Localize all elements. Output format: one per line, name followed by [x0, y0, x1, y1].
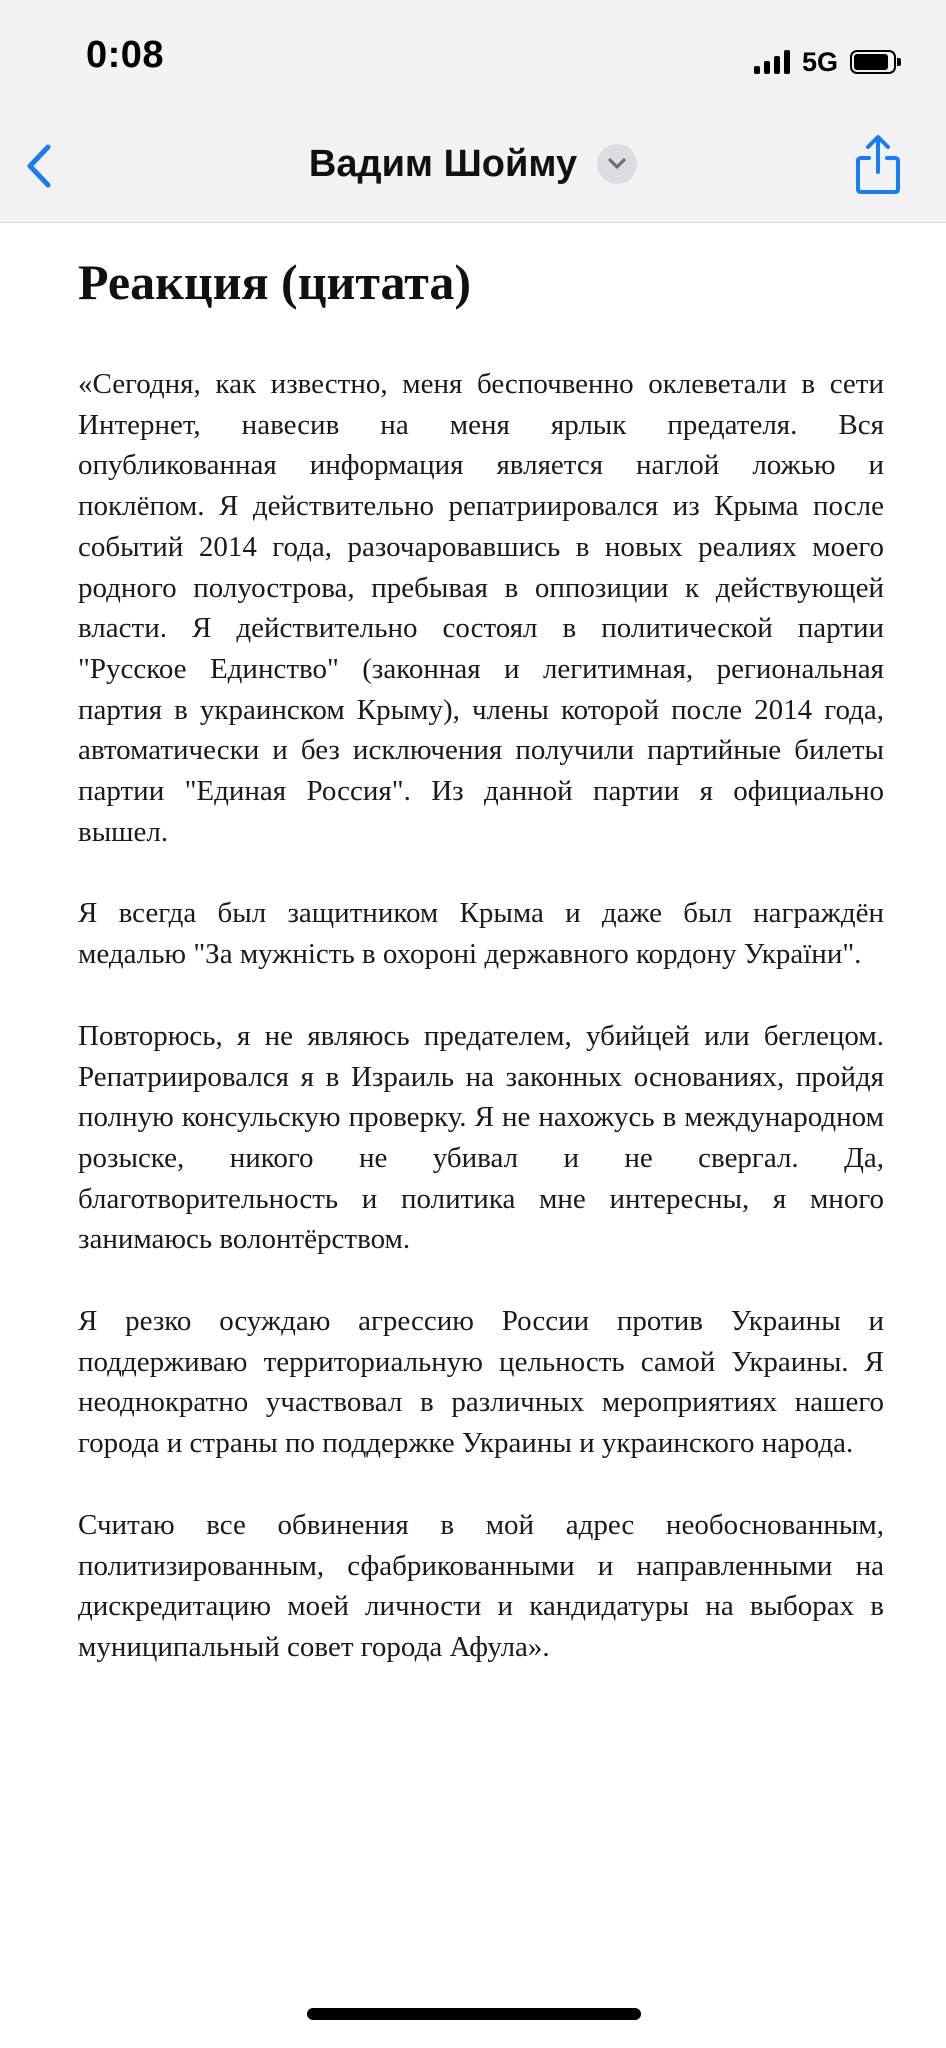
status-bar	[0, 0, 946, 110]
home-indicator[interactable]	[307, 2008, 641, 2020]
article-title: Реакция (цитата)	[78, 254, 472, 310]
article-paragraph: Я резко осуждаю агрессию России против Украины и поддерживаю территориальную цельность самой Украины. Я неоднократно участвовал в различных мероприятиях нашего города и страны по поддержке Украины и украинского народа.	[78, 1305, 884, 1460]
article-paragraph: Я всегда был защитником Крыма и даже был награждён медалью "За мужність в охороні державного кордону України".	[78, 897, 884, 971]
status-time: 0:08	[86, 34, 165, 76]
article	[78, 252, 884, 1709]
network-type: 5G	[801, 46, 838, 77]
share-icon	[853, 134, 903, 196]
signal-bars-icon	[754, 50, 790, 74]
article-paragraph: Считаю все обвинения в мой адрес необоснованным, политизированным, сфабрикованными и направленными на дискредитацию моей личности и кандидатуры на выборах в муниципальный совет города Афула».	[78, 1508, 884, 1663]
chat-title-button[interactable]	[0, 140, 946, 188]
share-button[interactable]	[850, 132, 906, 198]
article-paragraph: Повторюсь, я не являюсь предателем, убийцей или беглецом. Репатриировался я в Израиль на законных основаниях, пройдя полную консульскую проверку. Я не нахожусь в международном розыске, никого не убивал и не свергал. Да, благотворительность и политика мне интересны, я много занимаюсь волонтёрством.	[78, 1019, 884, 1256]
navigation-bar	[0, 110, 946, 222]
top-bar	[0, 0, 946, 223]
chevron-down-icon	[597, 144, 637, 184]
chat-title: Вадим Шойму	[308, 143, 578, 185]
battery-icon	[850, 50, 896, 74]
battery-level	[854, 54, 888, 70]
status-indicators	[754, 44, 896, 80]
article-paragraph: «Сегодня, как известно, меня беспочвенно оклеветали в сети Интернет, навесив на меня ярлык предателя. Вся опубликованная информация является наглой ложью и поклёпом. Я действительно репатриировался из Крыма после событий 2014 года, разочаровавшись в новых реалиях моего родного полуострова, пребывая в оппозиции к действующей власти. Я действительно состоял в политической партии "Русское Единство" (законная и легитимная, региональная партия в украинском Крыму), члены которой после 2014 года, автоматически и без исключения получили партийные билеты партии "Единая Россия". Из данной партии я официально вышел.	[78, 368, 884, 848]
